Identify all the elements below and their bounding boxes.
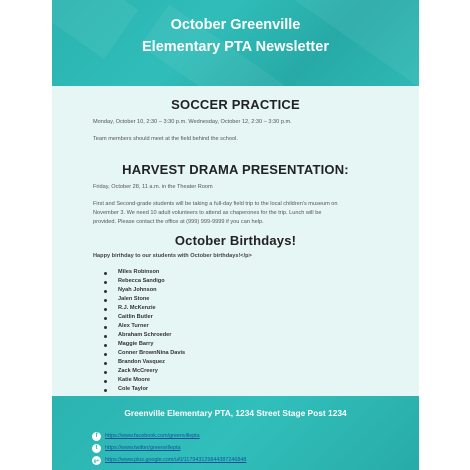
list-item (102, 304, 185, 313)
bullet-icon (104, 344, 107, 347)
student-name: Katie Moore (118, 377, 151, 383)
bullet-icon (104, 371, 107, 374)
soccer-note: Team members should meet at the field behind the school. (93, 136, 238, 142)
student-name: Abraham Schroeder (118, 332, 172, 338)
student-name: Miles Robinson (118, 269, 160, 275)
bullet-icon (104, 362, 107, 365)
birthday-list (102, 268, 185, 394)
twitter-icon[interactable]: t (92, 444, 101, 453)
bullet-icon (104, 299, 107, 302)
newsletter-title-line1: October Greenville (170, 17, 301, 33)
bullet-icon (104, 317, 107, 320)
facebook-icon[interactable]: f (92, 432, 101, 441)
soccer-schedule: Monday, October 10, 2:30 – 3:30 p.m. Wednesday, October 12, 2:30 – 3:30 p.m. (93, 119, 292, 125)
list-item (102, 268, 185, 277)
list-item (102, 385, 185, 394)
list-item (102, 358, 185, 367)
drama-when: Friday, October 28, 11 a.m. in the Theater Room (93, 184, 213, 190)
newsletter-footer (52, 396, 419, 470)
bullet-icon (104, 353, 107, 356)
list-item (102, 367, 185, 376)
bullet-icon (104, 389, 107, 392)
newsletter-page (52, 0, 419, 470)
student-name: Cole Taylor (118, 386, 149, 392)
bullet-icon (104, 326, 107, 329)
birthdays-intro: Happy birthday to our students with October birthdays!</p> (93, 253, 252, 259)
student-name: Rebecca Sandigo (118, 278, 165, 284)
list-item (102, 331, 185, 340)
list-item (102, 295, 185, 304)
twitter-link[interactable]: https://www.twitter/greenvillepta (105, 445, 181, 451)
drama-details-line1: First and Second-grade students will be taking a full-day field trip to the local children's museum on (93, 201, 338, 207)
drama-details-line3: provided. Please contact the office at (999) 999-9999 if you can help. (93, 219, 264, 225)
student-name: Nyah Johnson (118, 287, 157, 293)
bullet-icon (104, 335, 107, 338)
student-name: Alex Turner (118, 323, 149, 329)
google-plus-icon[interactable]: g+ (93, 458, 100, 463)
list-item (102, 286, 185, 295)
list-item (102, 349, 185, 358)
list-item (102, 376, 185, 385)
student-name: Brandon Vasquez (118, 359, 165, 365)
google-plus-link[interactable]: https://www.plus.google.com/u/0/117943129844387246848 (105, 457, 247, 463)
student-name: R.J. McKenzie (118, 305, 156, 311)
student-name: Zack McCreery (118, 368, 158, 374)
bullet-icon (104, 380, 107, 383)
drama-heading: HARVEST DRAMA PRESENTATION: (122, 162, 349, 177)
list-item (102, 340, 185, 349)
bullet-icon (104, 290, 107, 293)
bullet-icon (104, 272, 107, 275)
newsletter-header (52, 0, 419, 86)
footer-address: Greenville Elementary PTA, 1234 Street Stage Post 1234 (124, 408, 347, 418)
facebook-link[interactable]: https://www.facebook.com/greenvillepta (105, 433, 200, 439)
student-name: Jalen Stone (118, 296, 150, 302)
newsletter-title-line2: Elementary PTA Newsletter (142, 39, 329, 55)
list-item (102, 322, 185, 331)
drama-details-line2: November 3. We need 10 adult volunteers to attend as chaperones for the trip. Lunch will be (93, 210, 322, 216)
soccer-heading: SOCCER PRACTICE (171, 97, 300, 112)
list-item (102, 313, 185, 322)
bullet-icon (104, 281, 107, 284)
birthdays-heading: October Birthdays! (174, 233, 297, 248)
list-item (102, 277, 185, 286)
student-name: Conner BrownNina Davis (118, 350, 186, 356)
bullet-icon (104, 308, 107, 311)
student-name: Maggie Barry (118, 341, 154, 347)
student-name: Caitlin Butler (118, 314, 153, 320)
